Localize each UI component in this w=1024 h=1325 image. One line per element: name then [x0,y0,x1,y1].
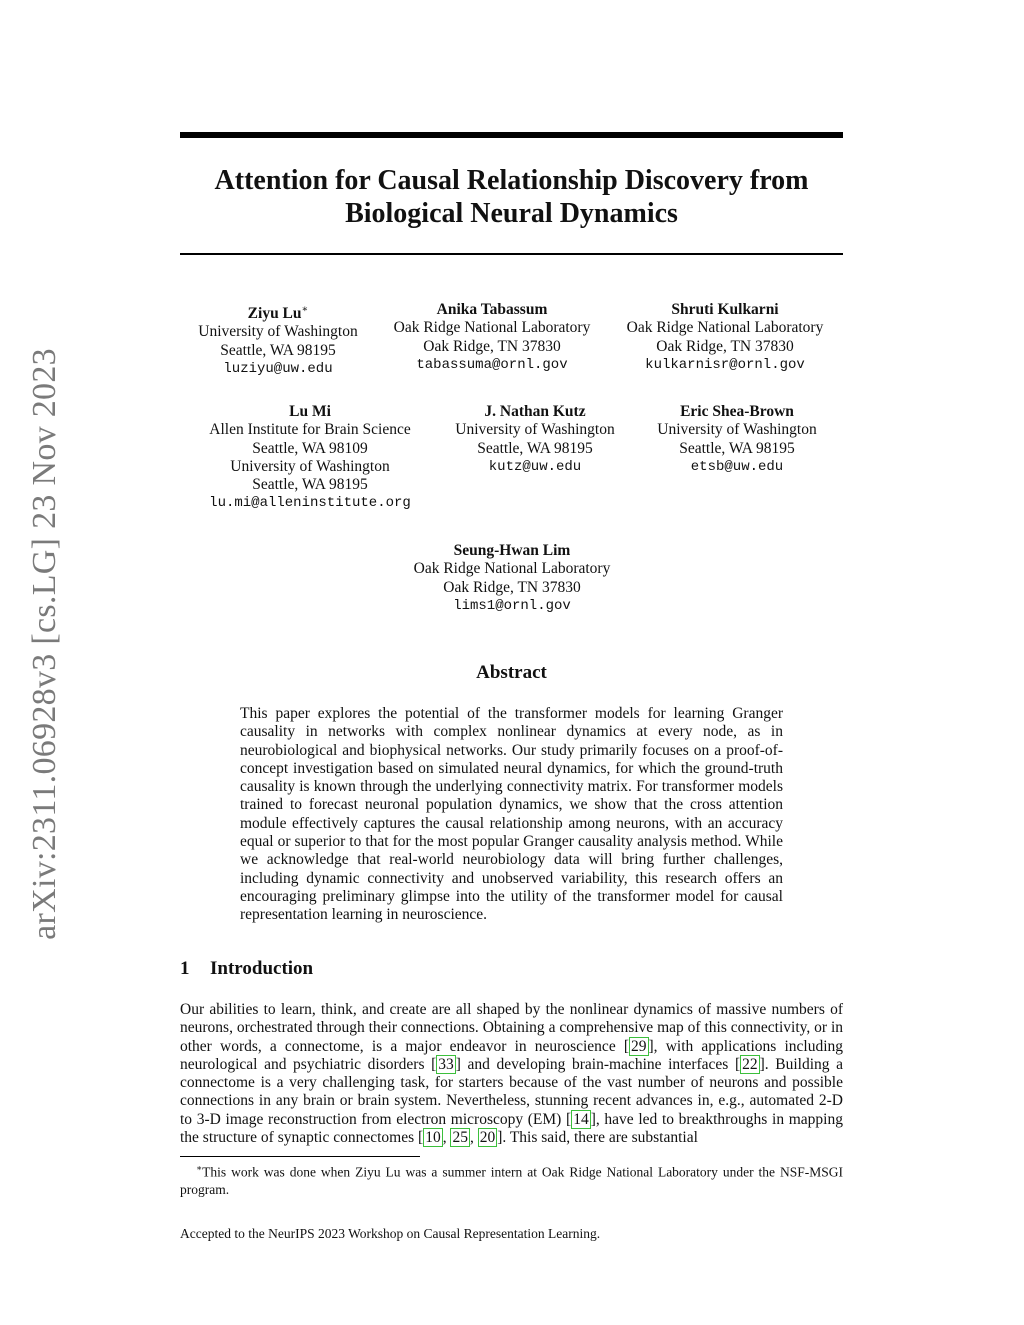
author-affiliation: University of Washington [230,457,390,475]
author-email: lims1@ornl.gov [453,597,571,614]
citation-link[interactable]: 22 [742,1055,758,1073]
intro-text: Our abilities to learn, think, and create are all shaped by the nonlinear dynamics of massive numbers of neurons, orchestrated through their connections. Obtaining a comprehensive map of this connectivity, or in other words, a connectome, is a major endeavor in neuroscience [ [180,1001,843,1055]
citation-link[interactable]: 10 [425,1129,441,1147]
author-address: Seattle, WA 98109 [252,439,368,457]
author-email: kulkarnisr@ornl.gov [645,356,805,373]
author-address: Seattle, WA 98195 [252,476,368,494]
arxiv-identifier: arXiv:2311.06928v3 [cs.LG] 23 Nov 2023 [26,348,63,940]
title-line-1: Attention for Causal Relationship Discovery from [214,165,809,196]
footnote-mark: ∗ [301,304,309,315]
author-block-ziyu-lu [180,301,376,378]
author-address: Oak Ridge, TN 37830 [423,337,561,355]
author-email: tabassuma@ornl.gov [416,356,568,373]
intro-text: , [442,1129,451,1147]
author-block-eric-shea-brown [640,403,834,476]
author-email: etsb@uw.edu [690,458,784,475]
introduction-paragraph [180,1001,843,1147]
citation-link[interactable]: 25 [452,1129,468,1147]
author-block-lu-mi [190,403,430,513]
author-affiliation: Oak Ridge National Laboratory [413,560,611,578]
intro-text: ], have led to breakthroughs in mapping the structure of synaptic connectomes [ [180,1110,843,1147]
author-affiliation: Oak Ridge National Laboratory [393,319,591,337]
section-title: Introduction [210,958,314,979]
footnote-text: This work was done when Ziyu Lu was a summer intern at Oak Ridge National Laboratory under the NSF-MSGI program. [180,1164,843,1197]
venue-note: Accepted to the NeurIPS 2023 Workshop on Causal Representation Learning. [180,1226,601,1241]
author-block-j-nathan-kutz [440,403,630,476]
author-address: Oak Ridge, TN 37830 [443,578,581,596]
author-name: Ziyu Lu∗ [247,304,309,323]
intro-text: ]. This said, there are substantial [497,1129,698,1147]
footnote-rule [180,1156,420,1157]
author-name: Shruti Kulkarni [671,301,779,318]
author-email: luziyu@uw.edu [223,361,333,378]
title-bottom-rule [180,253,843,255]
citation-link[interactable]: 29 [631,1037,647,1055]
intro-text: , [469,1129,478,1147]
author-affiliation: University of Washington [198,323,358,341]
abstract-text: This paper explores the potential of the transformer models for learning Granger causality in networks with complex nonlinear dynamics at every node, as in neurobiological and biophysical networks. Our study primarily focuses on a proof-of-concept investigation based on simulated neural dynamics, for which the ground-truth causality is known through the underlying connectivity matrix. For transformer models trained to forecast neuronal population dynamics, we show that the cross attention module effectively captures the causal relationship among neurons, with an accuracy equal or superior to that for the most popular Granger causality analysis method. While we acknowledge that real-world neurobiology data will bring further challenges, including dynamic connectivity and unobserved variability, this research offers an encouraging preliminary glimpse into the utility of the transformer model for causal representation learning in neuroscience. [240,705,783,924]
citation-link[interactable]: 14 [573,1110,589,1128]
arxiv-sidebar [18,348,72,940]
intro-text: ]. Building a connectome is a very challenging task, for starters because of the vast number of neurons and possible connections in any brain or brain system. Nevertheless, stunning recent advances in, e.g., automated 2-D to 3-D image reconstruction from electron microscopy (EM) [ [180,1055,843,1128]
abstract-heading: Abstract [476,662,547,683]
author-block-anika-tabassum [382,301,602,374]
author-name: Anika Tabassum [436,301,548,318]
author-address: Oak Ridge, TN 37830 [656,337,794,355]
section-heading-introduction [180,958,313,980]
paper-title [180,164,843,230]
author-name: Eric Shea-Brown [680,403,794,420]
author-address: Seattle, WA 98195 [477,439,593,457]
author-email: lu.mi@alleninstitute.org [209,495,411,512]
author-address: Seattle, WA 98195 [679,439,795,457]
author-block-shruti-kulkarni [613,301,837,374]
intro-text: ] and developing brain-machine interfaces [ [455,1055,741,1073]
title-top-rule [180,132,843,138]
footnote-mark: ∗ [196,1163,203,1173]
footnote [180,1160,843,1198]
author-name: Lu Mi [289,403,331,420]
author-email: kutz@uw.edu [488,458,582,475]
citation-link[interactable]: 33 [438,1055,454,1073]
title-line-2: Biological Neural Dynamics [345,198,678,229]
author-affiliation: Oak Ridge National Laboratory [626,319,824,337]
intro-text: ], with applications including neurological and psychiatric disorders [ [180,1037,843,1073]
author-affiliation: University of Washington [455,421,615,439]
section-number: 1 [180,958,190,979]
author-affiliation: Allen Institute for Brain Science [209,421,411,439]
author-block-seung-hwan-lim [392,542,632,615]
citation-link[interactable]: 20 [479,1129,496,1147]
author-address: Seattle, WA 98195 [220,341,336,359]
author-affiliation: University of Washington [657,421,817,439]
author-name: J. Nathan Kutz [484,403,586,420]
author-name: Seung-Hwan Lim [453,542,571,559]
